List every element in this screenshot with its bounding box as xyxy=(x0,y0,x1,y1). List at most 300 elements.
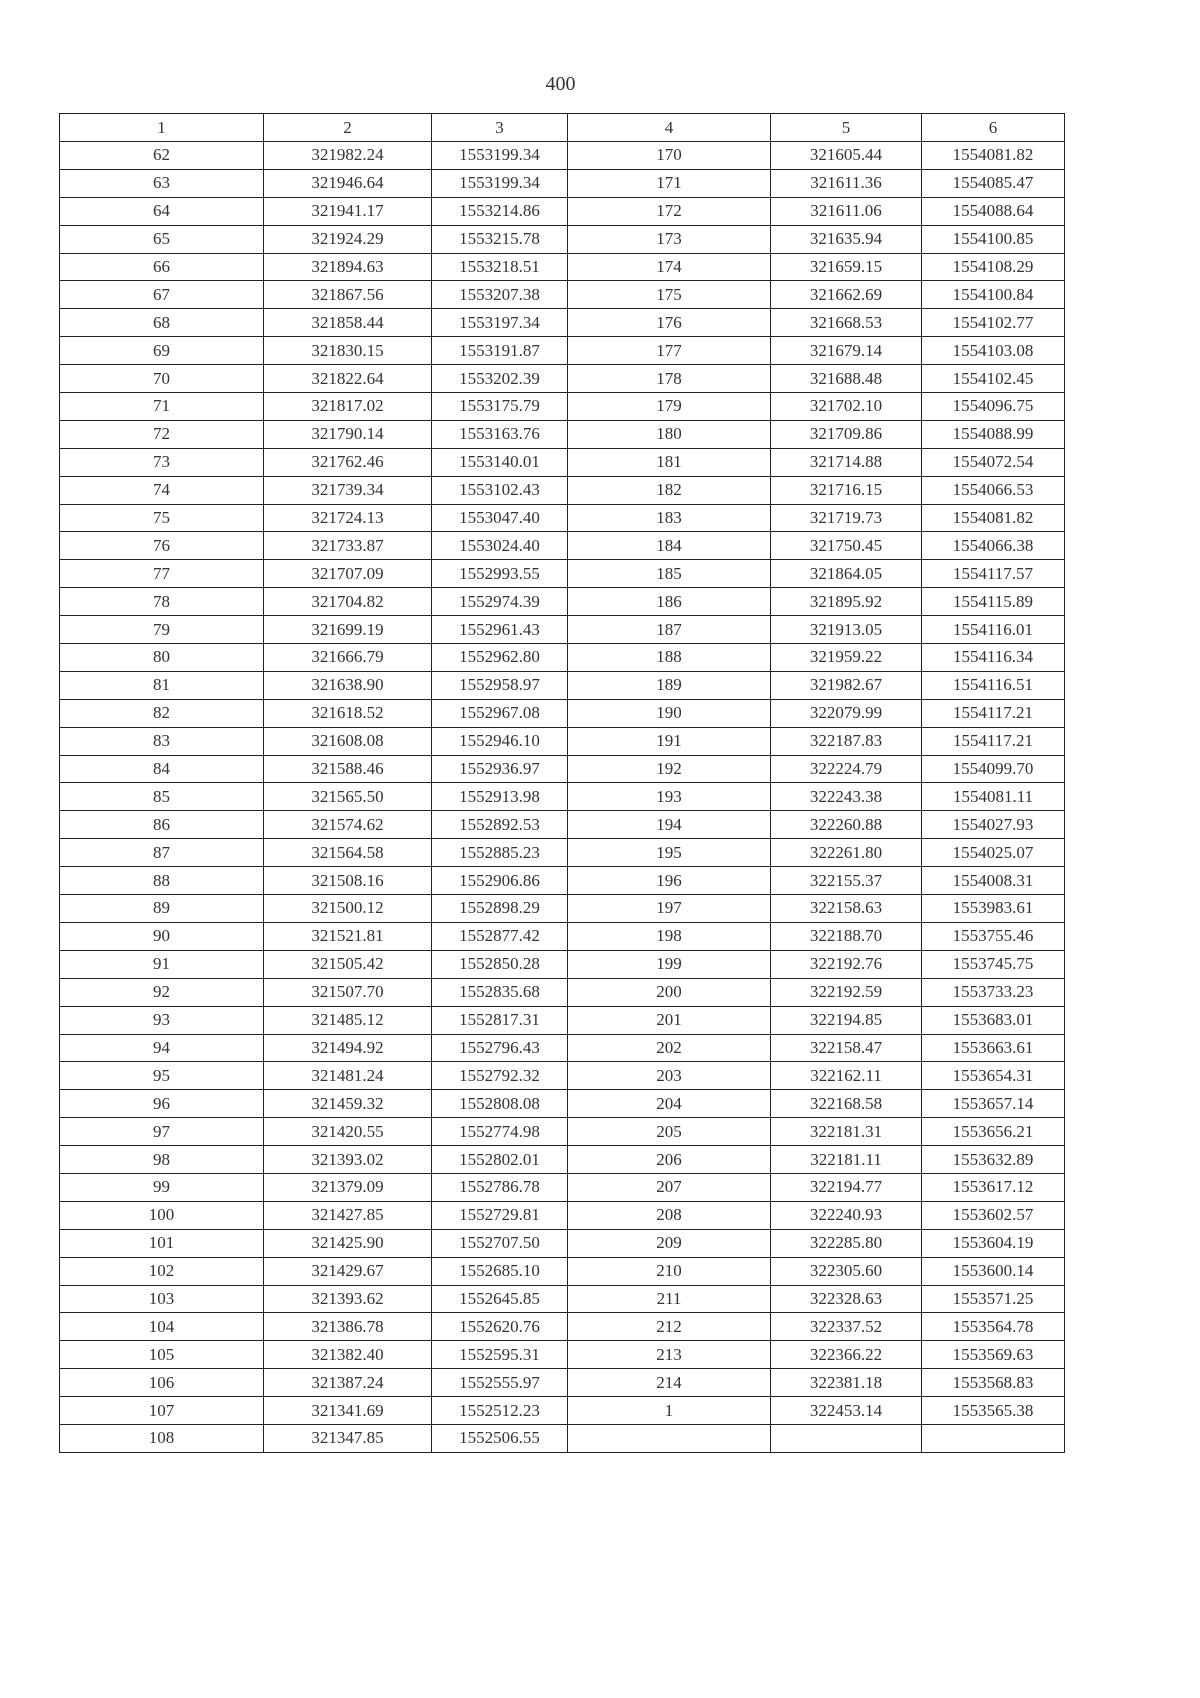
table-cell: 321379.09 xyxy=(264,1173,432,1201)
table-cell: 72 xyxy=(60,420,264,448)
table-row xyxy=(60,755,1065,783)
table-cell: 321699.19 xyxy=(264,616,432,644)
table-cell: 1554025.07 xyxy=(922,839,1065,867)
table-cell: 1553215.78 xyxy=(432,225,568,253)
table-cell: 321668.53 xyxy=(771,309,922,337)
table-cell: 70 xyxy=(60,365,264,393)
table-cell: 1552877.42 xyxy=(432,922,568,950)
table-row xyxy=(60,1424,1065,1452)
table-cell: 92 xyxy=(60,978,264,1006)
table-row xyxy=(60,1341,1065,1369)
table-cell: 199 xyxy=(568,950,771,978)
table-cell: 101 xyxy=(60,1229,264,1257)
table-cell: 1554115.89 xyxy=(922,588,1065,616)
table-cell: 102 xyxy=(60,1257,264,1285)
table-cell: 200 xyxy=(568,978,771,1006)
table-cell: 1552645.85 xyxy=(432,1285,568,1313)
table-cell: 1553047.40 xyxy=(432,504,568,532)
table-cell: 321605.44 xyxy=(771,142,922,170)
table-cell: 171 xyxy=(568,169,771,197)
table-cell: 321704.82 xyxy=(264,588,432,616)
table-row xyxy=(60,1313,1065,1341)
table-cell: 87 xyxy=(60,839,264,867)
table-row xyxy=(60,1201,1065,1229)
table-cell: 321941.17 xyxy=(264,197,432,225)
table-cell: 174 xyxy=(568,253,771,281)
table-cell: 1554099.70 xyxy=(922,755,1065,783)
table-cell: 1554116.34 xyxy=(922,644,1065,672)
table-cell: 322194.85 xyxy=(771,1006,922,1034)
table-cell: 321427.85 xyxy=(264,1201,432,1229)
table-cell: 106 xyxy=(60,1369,264,1397)
table-cell: 1554027.93 xyxy=(922,811,1065,839)
table-cell: 322181.11 xyxy=(771,1146,922,1174)
table-row xyxy=(60,1146,1065,1174)
table-cell: 1554100.85 xyxy=(922,225,1065,253)
table-cell: 321959.22 xyxy=(771,644,922,672)
table-cell: 321924.29 xyxy=(264,225,432,253)
table-cell: 321508.16 xyxy=(264,867,432,895)
page-number: 400 xyxy=(545,73,576,95)
table-cell: 186 xyxy=(568,588,771,616)
table-cell: 108 xyxy=(60,1424,264,1452)
table-cell: 1552685.10 xyxy=(432,1257,568,1285)
table-cell: 68 xyxy=(60,309,264,337)
table-cell: 1553214.86 xyxy=(432,197,568,225)
table-cell: 1552506.55 xyxy=(432,1424,568,1452)
table-cell: 321420.55 xyxy=(264,1118,432,1146)
table-cell: 1553745.75 xyxy=(922,950,1065,978)
table-cell: 1553657.14 xyxy=(922,1090,1065,1118)
table-row xyxy=(60,337,1065,365)
table-cell: 321425.90 xyxy=(264,1229,432,1257)
table-cell: 321913.05 xyxy=(771,616,922,644)
table-cell: 187 xyxy=(568,616,771,644)
table-cell: 321750.45 xyxy=(771,532,922,560)
table-cell: 1552958.97 xyxy=(432,671,568,699)
table-cell: 96 xyxy=(60,1090,264,1118)
table-body xyxy=(60,114,1065,1453)
table-row xyxy=(60,1257,1065,1285)
table-cell: 65 xyxy=(60,225,264,253)
table-cell: 176 xyxy=(568,309,771,337)
table-cell: 91 xyxy=(60,950,264,978)
table-cell: 1554116.01 xyxy=(922,616,1065,644)
table-cell: 214 xyxy=(568,1369,771,1397)
table-cell: 321739.34 xyxy=(264,476,432,504)
table-cell: 179 xyxy=(568,393,771,421)
table-cell: 194 xyxy=(568,811,771,839)
table-cell: 1552885.23 xyxy=(432,839,568,867)
table-cell: 322079.99 xyxy=(771,699,922,727)
table-cell: 213 xyxy=(568,1341,771,1369)
table-cell: 1554117.21 xyxy=(922,699,1065,727)
table-cell: 322158.63 xyxy=(771,895,922,923)
table-row xyxy=(60,783,1065,811)
table-cell: 1554081.82 xyxy=(922,142,1065,170)
table-cell: 321707.09 xyxy=(264,560,432,588)
table-cell: 1554102.45 xyxy=(922,365,1065,393)
table-cell: 1554108.29 xyxy=(922,253,1065,281)
table-cell: 1553140.01 xyxy=(432,448,568,476)
table-cell: 1553207.38 xyxy=(432,281,568,309)
table-cell: 321864.05 xyxy=(771,560,922,588)
table-cell: 197 xyxy=(568,895,771,923)
table-cell: 321733.87 xyxy=(264,532,432,560)
table-cell: 209 xyxy=(568,1229,771,1257)
header-cell: 3 xyxy=(432,114,568,142)
table-cell: 1554117.57 xyxy=(922,560,1065,588)
table-cell: 182 xyxy=(568,476,771,504)
table-cell: 321429.67 xyxy=(264,1257,432,1285)
table-cell: 321635.94 xyxy=(771,225,922,253)
table-cell: 1552961.43 xyxy=(432,616,568,644)
table-cell: 99 xyxy=(60,1173,264,1201)
table-row xyxy=(60,839,1065,867)
table-cell: 1552892.53 xyxy=(432,811,568,839)
table-row xyxy=(60,1006,1065,1034)
table-cell: 322194.77 xyxy=(771,1173,922,1201)
table-row xyxy=(60,727,1065,755)
table-cell: 1552817.31 xyxy=(432,1006,568,1034)
table-cell: 321386.78 xyxy=(264,1313,432,1341)
table-row xyxy=(60,476,1065,504)
table-cell: 322158.47 xyxy=(771,1034,922,1062)
table-row xyxy=(60,699,1065,727)
table-cell: 321387.24 xyxy=(264,1369,432,1397)
table-cell: 1553568.83 xyxy=(922,1369,1065,1397)
table-cell: 322192.76 xyxy=(771,950,922,978)
table-cell: 321894.63 xyxy=(264,253,432,281)
table-cell: 321608.08 xyxy=(264,727,432,755)
table-cell: 191 xyxy=(568,727,771,755)
table-cell: 1554088.64 xyxy=(922,197,1065,225)
table-cell: 321393.62 xyxy=(264,1285,432,1313)
table-cell: 1553163.76 xyxy=(432,420,568,448)
table-cell: 1554081.11 xyxy=(922,783,1065,811)
table-cell: 198 xyxy=(568,922,771,950)
table-cell: 321494.92 xyxy=(264,1034,432,1062)
table-cell: 1554096.75 xyxy=(922,393,1065,421)
table-row xyxy=(60,142,1065,170)
table-row xyxy=(60,448,1065,476)
table-cell: 80 xyxy=(60,644,264,672)
table-cell: 1552936.97 xyxy=(432,755,568,783)
table-cell: 1554117.21 xyxy=(922,727,1065,755)
table-cell: 321719.73 xyxy=(771,504,922,532)
table-cell: 321611.06 xyxy=(771,197,922,225)
table-cell: 321382.40 xyxy=(264,1341,432,1369)
table-cell: 321790.14 xyxy=(264,420,432,448)
table-cell: 190 xyxy=(568,699,771,727)
table-cell: 210 xyxy=(568,1257,771,1285)
table-row xyxy=(60,281,1065,309)
table-cell: 211 xyxy=(568,1285,771,1313)
table-cell: 1553654.31 xyxy=(922,1062,1065,1090)
table-row xyxy=(60,950,1065,978)
table-cell: 322240.93 xyxy=(771,1201,922,1229)
table-cell: 321659.15 xyxy=(771,253,922,281)
table-cell: 204 xyxy=(568,1090,771,1118)
table-cell: 1552913.98 xyxy=(432,783,568,811)
table-cell: 321822.64 xyxy=(264,365,432,393)
table-row xyxy=(60,420,1065,448)
table-cell: 1552512.23 xyxy=(432,1397,568,1425)
table-cell: 321618.52 xyxy=(264,699,432,727)
table-cell: 321946.64 xyxy=(264,169,432,197)
table-cell: 1552946.10 xyxy=(432,727,568,755)
table-cell: 62 xyxy=(60,142,264,170)
coordinates-table xyxy=(59,113,1065,1453)
table-cell: 202 xyxy=(568,1034,771,1062)
table-cell: 1552620.76 xyxy=(432,1313,568,1341)
table-cell: 1552555.97 xyxy=(432,1369,568,1397)
table-cell: 1553197.34 xyxy=(432,309,568,337)
table-cell: 95 xyxy=(60,1062,264,1090)
header-cell: 1 xyxy=(60,114,264,142)
table-cell: 188 xyxy=(568,644,771,672)
table-cell: 86 xyxy=(60,811,264,839)
table-cell: 206 xyxy=(568,1146,771,1174)
table-cell: 1554116.51 xyxy=(922,671,1065,699)
table-row xyxy=(60,560,1065,588)
table-cell: 71 xyxy=(60,393,264,421)
table-row xyxy=(60,504,1065,532)
table-cell: 1553604.19 xyxy=(922,1229,1065,1257)
table-row xyxy=(60,197,1065,225)
table-cell: 196 xyxy=(568,867,771,895)
table-cell: 1553663.61 xyxy=(922,1034,1065,1062)
table-cell: 321588.46 xyxy=(264,755,432,783)
table-cell: 1553600.14 xyxy=(922,1257,1065,1285)
table-cell: 63 xyxy=(60,169,264,197)
table-cell: 321393.02 xyxy=(264,1146,432,1174)
table-cell: 321714.88 xyxy=(771,448,922,476)
table-cell: 322285.80 xyxy=(771,1229,922,1257)
table-cell: 1553683.01 xyxy=(922,1006,1065,1034)
table-cell: 321817.02 xyxy=(264,393,432,421)
table-cell: 1553617.12 xyxy=(922,1173,1065,1201)
table-row xyxy=(60,1090,1065,1118)
table-row xyxy=(60,169,1065,197)
table-cell: 1553571.25 xyxy=(922,1285,1065,1313)
table-cell: 1553602.57 xyxy=(922,1201,1065,1229)
table-cell: 183 xyxy=(568,504,771,532)
table-row xyxy=(60,1397,1065,1425)
table-cell: 321341.69 xyxy=(264,1397,432,1425)
header-cell: 4 xyxy=(568,114,771,142)
table-row xyxy=(60,978,1065,1006)
table-row xyxy=(60,1369,1065,1397)
table-cell: 1552962.80 xyxy=(432,644,568,672)
table-cell: 1552808.08 xyxy=(432,1090,568,1118)
table-cell: 322181.31 xyxy=(771,1118,922,1146)
table-cell: 321709.86 xyxy=(771,420,922,448)
table-cell: 321762.46 xyxy=(264,448,432,476)
table-cell: 1552850.28 xyxy=(432,950,568,978)
table-cell: 88 xyxy=(60,867,264,895)
table-cell: 104 xyxy=(60,1313,264,1341)
table-cell: 170 xyxy=(568,142,771,170)
table-cell: 321565.50 xyxy=(264,783,432,811)
table-cell: 97 xyxy=(60,1118,264,1146)
table-cell: 1552835.68 xyxy=(432,978,568,1006)
table-cell: 322305.60 xyxy=(771,1257,922,1285)
header-cell: 6 xyxy=(922,114,1065,142)
table-row xyxy=(60,1285,1065,1313)
table-cell: 1552906.86 xyxy=(432,867,568,895)
table-cell: 1553632.89 xyxy=(922,1146,1065,1174)
table-cell: 321564.58 xyxy=(264,839,432,867)
table-row xyxy=(60,922,1065,950)
table-row xyxy=(60,309,1065,337)
table-cell: 1553733.23 xyxy=(922,978,1065,1006)
table-cell xyxy=(568,1424,771,1452)
table-cell: 1554102.77 xyxy=(922,309,1065,337)
table-cell: 322155.37 xyxy=(771,867,922,895)
table-cell: 177 xyxy=(568,337,771,365)
table-cell: 1552802.01 xyxy=(432,1146,568,1174)
table-cell: 185 xyxy=(568,560,771,588)
table-cell: 1553565.38 xyxy=(922,1397,1065,1425)
table-cell: 208 xyxy=(568,1201,771,1229)
table-cell: 322261.80 xyxy=(771,839,922,867)
table-cell: 1553199.34 xyxy=(432,142,568,170)
table-cell: 89 xyxy=(60,895,264,923)
table-cell: 322337.52 xyxy=(771,1313,922,1341)
table-cell: 1553202.39 xyxy=(432,365,568,393)
table-cell: 321459.32 xyxy=(264,1090,432,1118)
table-row xyxy=(60,1173,1065,1201)
table-cell: 321505.42 xyxy=(264,950,432,978)
table-cell: 1553755.46 xyxy=(922,922,1065,950)
table-cell: 322168.58 xyxy=(771,1090,922,1118)
table-cell: 1553175.79 xyxy=(432,393,568,421)
table-row xyxy=(60,616,1065,644)
table-row xyxy=(60,867,1065,895)
table-cell: 78 xyxy=(60,588,264,616)
table-cell: 322162.11 xyxy=(771,1062,922,1090)
table-cell: 173 xyxy=(568,225,771,253)
table-cell: 1553102.43 xyxy=(432,476,568,504)
table-cell: 321500.12 xyxy=(264,895,432,923)
table-cell: 1552786.78 xyxy=(432,1173,568,1201)
table-row xyxy=(60,895,1065,923)
table-cell: 195 xyxy=(568,839,771,867)
table-cell: 66 xyxy=(60,253,264,281)
table-cell: 178 xyxy=(568,365,771,393)
table-cell: 85 xyxy=(60,783,264,811)
table-cell: 1554066.53 xyxy=(922,476,1065,504)
table-cell: 1553983.61 xyxy=(922,895,1065,923)
table-cell: 321666.79 xyxy=(264,644,432,672)
table-cell: 73 xyxy=(60,448,264,476)
table-cell: 107 xyxy=(60,1397,264,1425)
table-cell: 100 xyxy=(60,1201,264,1229)
table-cell: 93 xyxy=(60,1006,264,1034)
table-cell: 69 xyxy=(60,337,264,365)
table-cell: 67 xyxy=(60,281,264,309)
table-row xyxy=(60,532,1065,560)
table-cell: 94 xyxy=(60,1034,264,1062)
table-cell: 1554008.31 xyxy=(922,867,1065,895)
table-cell: 205 xyxy=(568,1118,771,1146)
table-cell: 1552967.08 xyxy=(432,699,568,727)
table-cell: 1554085.47 xyxy=(922,169,1065,197)
table-cell: 1554088.99 xyxy=(922,420,1065,448)
table-cell: 90 xyxy=(60,922,264,950)
table-row xyxy=(60,644,1065,672)
table-cell: 321982.67 xyxy=(771,671,922,699)
table-row xyxy=(60,365,1065,393)
table-cell: 321574.62 xyxy=(264,811,432,839)
table-cell: 321688.48 xyxy=(771,365,922,393)
table-cell: 1552898.29 xyxy=(432,895,568,923)
table-cell: 172 xyxy=(568,197,771,225)
table-cell: 1552974.39 xyxy=(432,588,568,616)
table-cell: 321662.69 xyxy=(771,281,922,309)
table-row xyxy=(60,1118,1065,1146)
table-cell: 201 xyxy=(568,1006,771,1034)
table-cell: 184 xyxy=(568,532,771,560)
table-row xyxy=(60,588,1065,616)
table-cell: 79 xyxy=(60,616,264,644)
table-cell: 321347.85 xyxy=(264,1424,432,1452)
table-cell: 1552796.43 xyxy=(432,1034,568,1062)
table-cell: 181 xyxy=(568,448,771,476)
table-cell: 322366.22 xyxy=(771,1341,922,1369)
table-cell: 321702.10 xyxy=(771,393,922,421)
table-cell: 192 xyxy=(568,755,771,783)
table-cell: 75 xyxy=(60,504,264,532)
table-cell: 203 xyxy=(568,1062,771,1090)
table-cell: 77 xyxy=(60,560,264,588)
table-cell: 1552993.55 xyxy=(432,560,568,588)
table-cell: 322328.63 xyxy=(771,1285,922,1313)
table-cell: 321724.13 xyxy=(264,504,432,532)
table-cell: 321982.24 xyxy=(264,142,432,170)
table-cell: 321481.24 xyxy=(264,1062,432,1090)
table-cell: 1552707.50 xyxy=(432,1229,568,1257)
table-cell xyxy=(771,1424,922,1452)
table-row xyxy=(60,671,1065,699)
table-cell: 321638.90 xyxy=(264,671,432,699)
table-cell: 1553024.40 xyxy=(432,532,568,560)
table-header-row xyxy=(60,114,1065,142)
table-cell: 207 xyxy=(568,1173,771,1201)
table-row xyxy=(60,1062,1065,1090)
table-row xyxy=(60,253,1065,281)
table-cell: 1553564.78 xyxy=(922,1313,1065,1341)
table-cell: 1553191.87 xyxy=(432,337,568,365)
table-cell: 1553656.21 xyxy=(922,1118,1065,1146)
table-row xyxy=(60,1229,1065,1257)
table-cell: 321521.81 xyxy=(264,922,432,950)
table-cell: 212 xyxy=(568,1313,771,1341)
table-cell xyxy=(922,1424,1065,1452)
table-cell: 180 xyxy=(568,420,771,448)
table-cell: 105 xyxy=(60,1341,264,1369)
table-cell: 1554103.08 xyxy=(922,337,1065,365)
table-cell: 175 xyxy=(568,281,771,309)
table-row xyxy=(60,811,1065,839)
table-cell: 1 xyxy=(568,1397,771,1425)
table-cell: 321895.92 xyxy=(771,588,922,616)
table-cell: 322188.70 xyxy=(771,922,922,950)
header-cell: 5 xyxy=(771,114,922,142)
table-cell: 189 xyxy=(568,671,771,699)
table-cell: 1554066.38 xyxy=(922,532,1065,560)
